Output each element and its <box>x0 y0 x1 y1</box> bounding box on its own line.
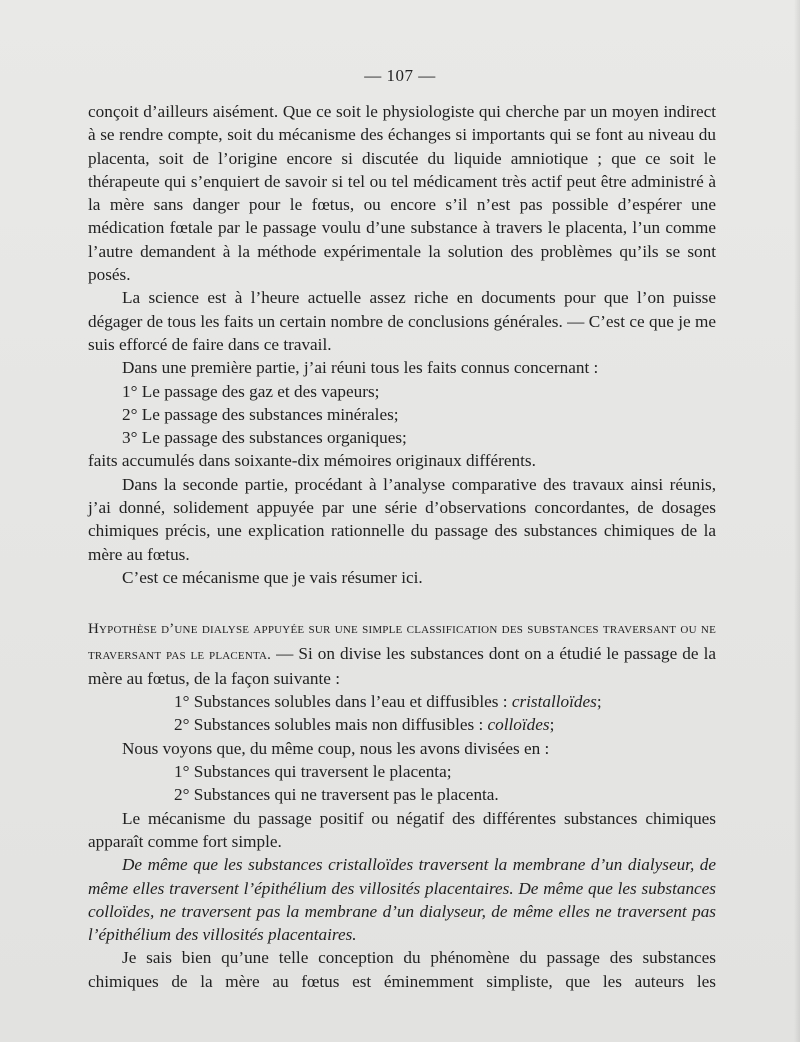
italic-paragraph: De même que les substances cristalloïdes traversent la membrane d’un dialyseur, de même elles traversent l’épithélium des villosités placentaires. De même que les substances colloïdes, ne traversent pas la membrane d’un dialyseur, de même elles ne traversent pas l’épithélium des villosités placentaires. <box>88 855 716 945</box>
page-edge-shadow <box>794 0 800 1042</box>
paragraph: Nous voyons que, du même coup, nous les avons divisées en : <box>122 738 550 758</box>
list-item <box>88 713 716 736</box>
section-heading: Hypothèse d’une dialyse appuyée sur une simple classification des substances traversant ou ne traversant pas le placenta. <box>88 621 716 663</box>
list-item: 1° Le passage des gaz et des vapeurs; <box>122 381 380 401</box>
page-number: — 107 — <box>364 66 436 85</box>
list-item-term: colloïdes <box>487 715 550 735</box>
list-item-term: cristalloïdes <box>511 692 597 712</box>
paragraph: C’est ce mécanisme que je vais résumer ici. <box>122 567 423 587</box>
paragraph: Le mécanisme du passage positif ou négatif des différentes substances chimiques apparaît comme fort simple. <box>88 808 716 851</box>
list-item-text: 2° Substances solubles mais non diffusibles : <box>174 715 488 735</box>
body-text <box>88 100 716 993</box>
section-gap <box>88 589 716 612</box>
section-paragraph <box>88 616 716 690</box>
list-item-end: ; <box>596 692 602 712</box>
list-item-text: 1° Substances solubles dans l’eau et diffusibles : <box>174 692 512 712</box>
list-item <box>88 690 716 713</box>
paragraph: Je sais bien qu’une telle conception du phénomène du passage des substances chimiques de la mère au fœtus est éminemment simpliste, que les auteurs les <box>88 948 716 991</box>
section-text: — Si on divise les substances dont on a étudié le passage de la mère au fœtus, de la façon suivante : <box>88 643 716 688</box>
list-item: 3° Le passage des substances organiques; <box>122 428 407 448</box>
paragraph: Dans une première partie, j’ai réuni tous les faits connus concernant : <box>122 358 599 378</box>
paragraph: faits accumulés dans soixante-dix mémoires originaux différents. <box>88 451 536 471</box>
paragraph: Dans la seconde partie, procédant à l’analyse comparative des travaux ainsi réunis, j’ai donné, solidement appuyée par une série d’observations concordantes, de dosages chimiques précis, une explication rationnelle du passage des substances chimiques de la mère au fœtus. <box>88 474 716 564</box>
list-item: 2° Substances qui ne traversent pas le placenta. <box>174 785 499 805</box>
list-item-end: ; <box>549 715 555 735</box>
paragraph: La science est à l’heure actuelle assez riche en documents pour que l’on puisse dégager de tous les faits un certain nombre de conclusions générales. — C’est ce que je me suis efforcé de faire dans ce travail. <box>88 288 716 354</box>
list-item: 1° Substances qui traversent le placenta; <box>174 762 452 782</box>
list-item: 2° Le passage des substances minérales; <box>122 404 399 424</box>
paragraph: conçoit d’ailleurs aisément. Que ce soit le physiologiste qui cherche par un moyen indirect à se rendre compte, soit du mécanisme des échanges si importants qui se font au niveau du placenta, soit de l’origine encore si discutée du liquide amniotique ; que ce soit le thérapeute qui s’enquiert de savoir si tel ou tel médicament très actif peut être administré à la mère sans danger pour le fœtus, ou encore s’il n’est pas possible d’espérer une médication fœtale par le passage voulu d’une substance à travers le placenta, l’un comme l’autre demandent à la méthode expérimentale la solution des problèmes qu’ils se sont posés. <box>88 102 716 285</box>
